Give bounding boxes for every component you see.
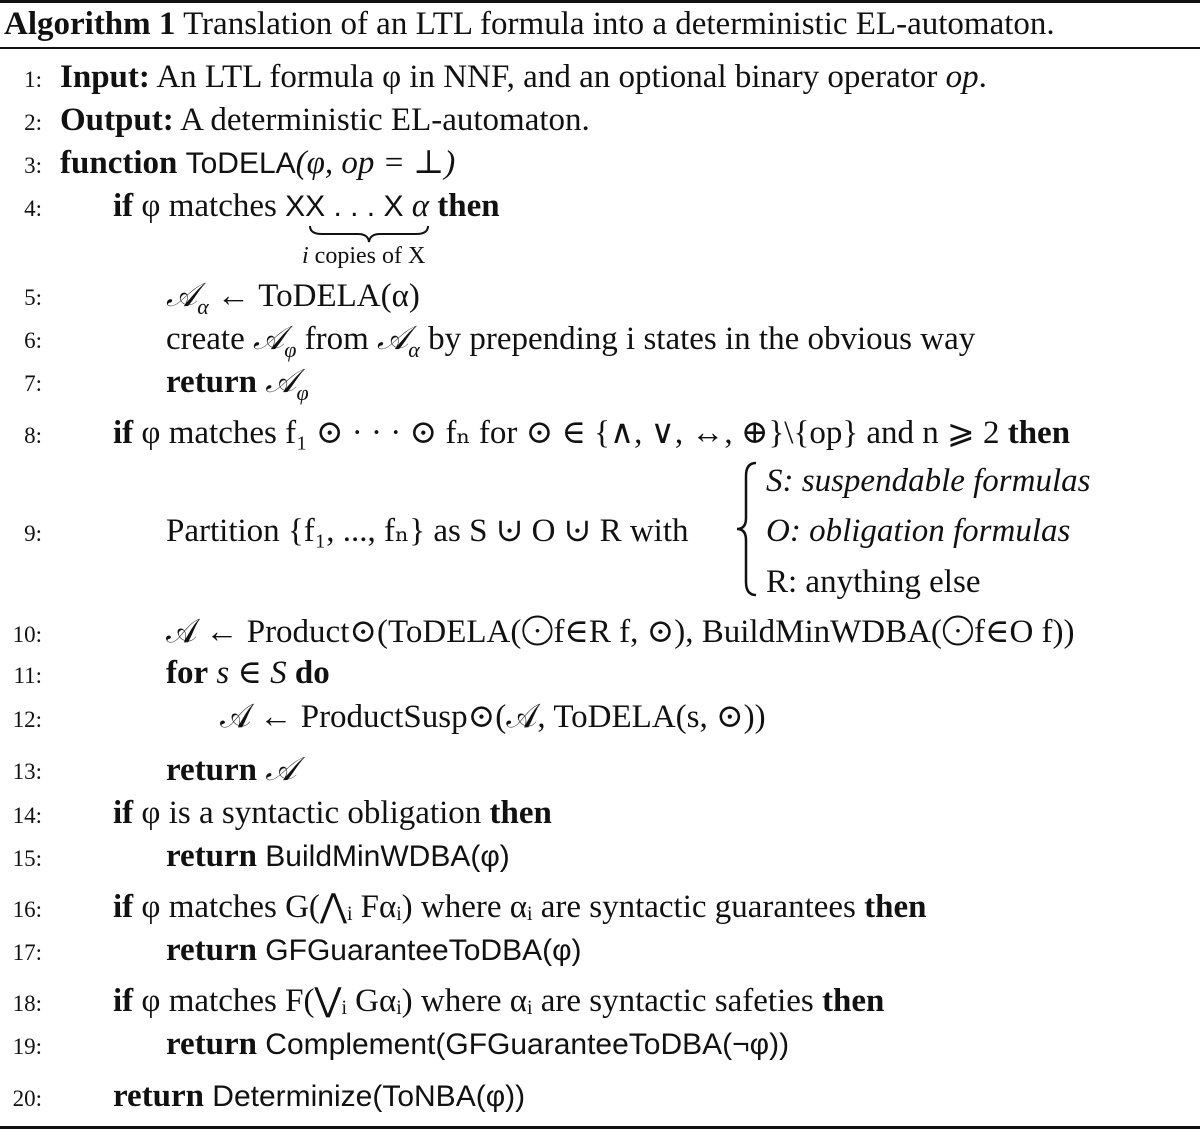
- line-number: 4:: [24, 196, 42, 221]
- line-18: 18: if φ matches F(⋁ᵢ Gαᵢ) where αᵢ are syntactic safeties then: [0, 981, 1200, 1021]
- return-keyword: return: [166, 364, 258, 400]
- line-5: 5: 𝒜$_\alpha$ ← ToDELA(α): [0, 275, 1200, 315]
- brace-note: i copies of X: [302, 243, 426, 269]
- line-20: 20: return Determinize(ToNBA(φ)): [0, 1076, 1200, 1116]
- line-16: 16: if φ matches G(⋀ᵢ Fαᵢ) where αᵢ are syntactic guarantees then: [0, 887, 1200, 927]
- x-sequence: XX . . . X: [285, 190, 404, 223]
- line-10: [0, 612, 1200, 652]
- output-text: A deterministic EL-automaton.: [180, 102, 590, 138]
- line-14: 14: if φ is a syntactic obligation then: [0, 793, 1200, 833]
- if-keyword: if: [113, 188, 134, 224]
- line-19: 19: return Complement(GFGuaranteeToDBA(¬φ)): [0, 1024, 1200, 1064]
- line-7: 7: return 𝒜$_\varphi$: [0, 361, 1200, 401]
- product-assignment: 𝒜 ← Product⊙(ToDELA(⨀f∈R f, ⊙), BuildMinWDBA(⨀f∈O f)): [166, 614, 1075, 650]
- line-1: 1: Input: An LTL formula φ in NNF, and an optional binary operator op.: [0, 57, 1200, 97]
- line-number: 2:: [24, 110, 42, 135]
- line-number: 14:: [12, 803, 42, 828]
- automaton-symbol: 𝒜: [166, 275, 198, 314]
- line-number: 19:: [12, 1034, 42, 1059]
- line-number: 5:: [24, 285, 42, 310]
- product-susp-assignment: 𝒜 ← ProductSusp⊙(𝒜, ToDELA(s, ⊙)): [220, 699, 766, 735]
- case-else: R: anything else: [766, 564, 981, 600]
- function-args: (φ, op = ⊥): [295, 145, 456, 181]
- line-number: 20:: [12, 1086, 42, 1111]
- do-keyword: do: [294, 655, 330, 691]
- line-11: 11: for s ∈ S do: [0, 653, 1200, 693]
- then-keyword: then: [437, 188, 500, 224]
- line-number: 16:: [12, 897, 42, 922]
- alpha-symbol: α: [411, 188, 430, 224]
- caption-rule: [0, 47, 1200, 49]
- line-number: 15:: [12, 846, 42, 871]
- input-keyword: Input:: [60, 59, 150, 95]
- algorithm-title: Translation of an LTL formula into a deterministic EL-automaton.: [183, 6, 1055, 42]
- line-number: 17:: [12, 940, 42, 965]
- line-number: 10:: [12, 622, 42, 647]
- output-keyword: Output:: [60, 102, 174, 138]
- line-number: 8:: [24, 423, 42, 448]
- condition-text: φ matches f₁ ⊙ · · · ⊙ fₙ for ⊙ ∈ {∧, ∨, ↔, ⊕}\{op} and n ⩾ 2: [141, 415, 1000, 451]
- line-number: 1:: [24, 67, 42, 92]
- function-name: ToDELA: [185, 147, 296, 180]
- partition-text: Partition {f₁, ..., fₙ} as S ⊍ O ⊍ R with: [166, 513, 689, 549]
- line-17: 17: return GFGuaranteeToDBA(φ): [0, 930, 1200, 970]
- line-8: 8: if φ matches f₁ ⊙ · · · ⊙ fₙ for ⊙ ∈ {∧, ∨, ↔, ⊕}\{op} and n ⩾ 2 then: [0, 413, 1200, 453]
- line-number: 3:: [24, 153, 42, 178]
- input-text: An LTL formula φ in NNF, and an optional binary operator: [156, 59, 938, 95]
- algorithm-caption: [4, 4, 1055, 44]
- line-6: 6: create 𝒜$_\varphi$ from 𝒜$_\alpha$ by prepending i states in the obvious way: [0, 318, 1200, 358]
- line-number: 13:: [12, 759, 42, 784]
- condition-text: φ matches: [141, 188, 277, 224]
- line-number: 9:: [24, 521, 42, 546]
- line-2: [0, 100, 1200, 140]
- line-15: 15: return BuildMinWDBA(φ): [0, 836, 1200, 876]
- line-13: 13: return 𝒜: [0, 749, 1200, 789]
- line-number: 18:: [12, 991, 42, 1016]
- case-obligation: O: obligation formulas: [766, 513, 1071, 549]
- line-number: 11:: [13, 663, 42, 688]
- bottom-rule: [0, 1126, 1200, 1129]
- input-op: op: [945, 59, 979, 95]
- line-3: [0, 143, 1200, 183]
- top-rule: [0, 0, 1200, 3]
- line-4: [0, 186, 1200, 226]
- case-suspendable: S: suspendable formulas: [766, 463, 1091, 499]
- line-number: 12:: [12, 707, 42, 732]
- assignment: ← ToDELA(α): [217, 278, 420, 314]
- line-number: 7:: [24, 371, 42, 396]
- underbrace: [308, 224, 430, 244]
- left-brace: [734, 460, 760, 598]
- algorithm-label: Algorithm 1: [4, 6, 176, 42]
- line-12: [0, 697, 1200, 737]
- function-keyword: function: [60, 145, 178, 181]
- line-number: 6:: [24, 328, 42, 353]
- for-keyword: for: [166, 655, 209, 691]
